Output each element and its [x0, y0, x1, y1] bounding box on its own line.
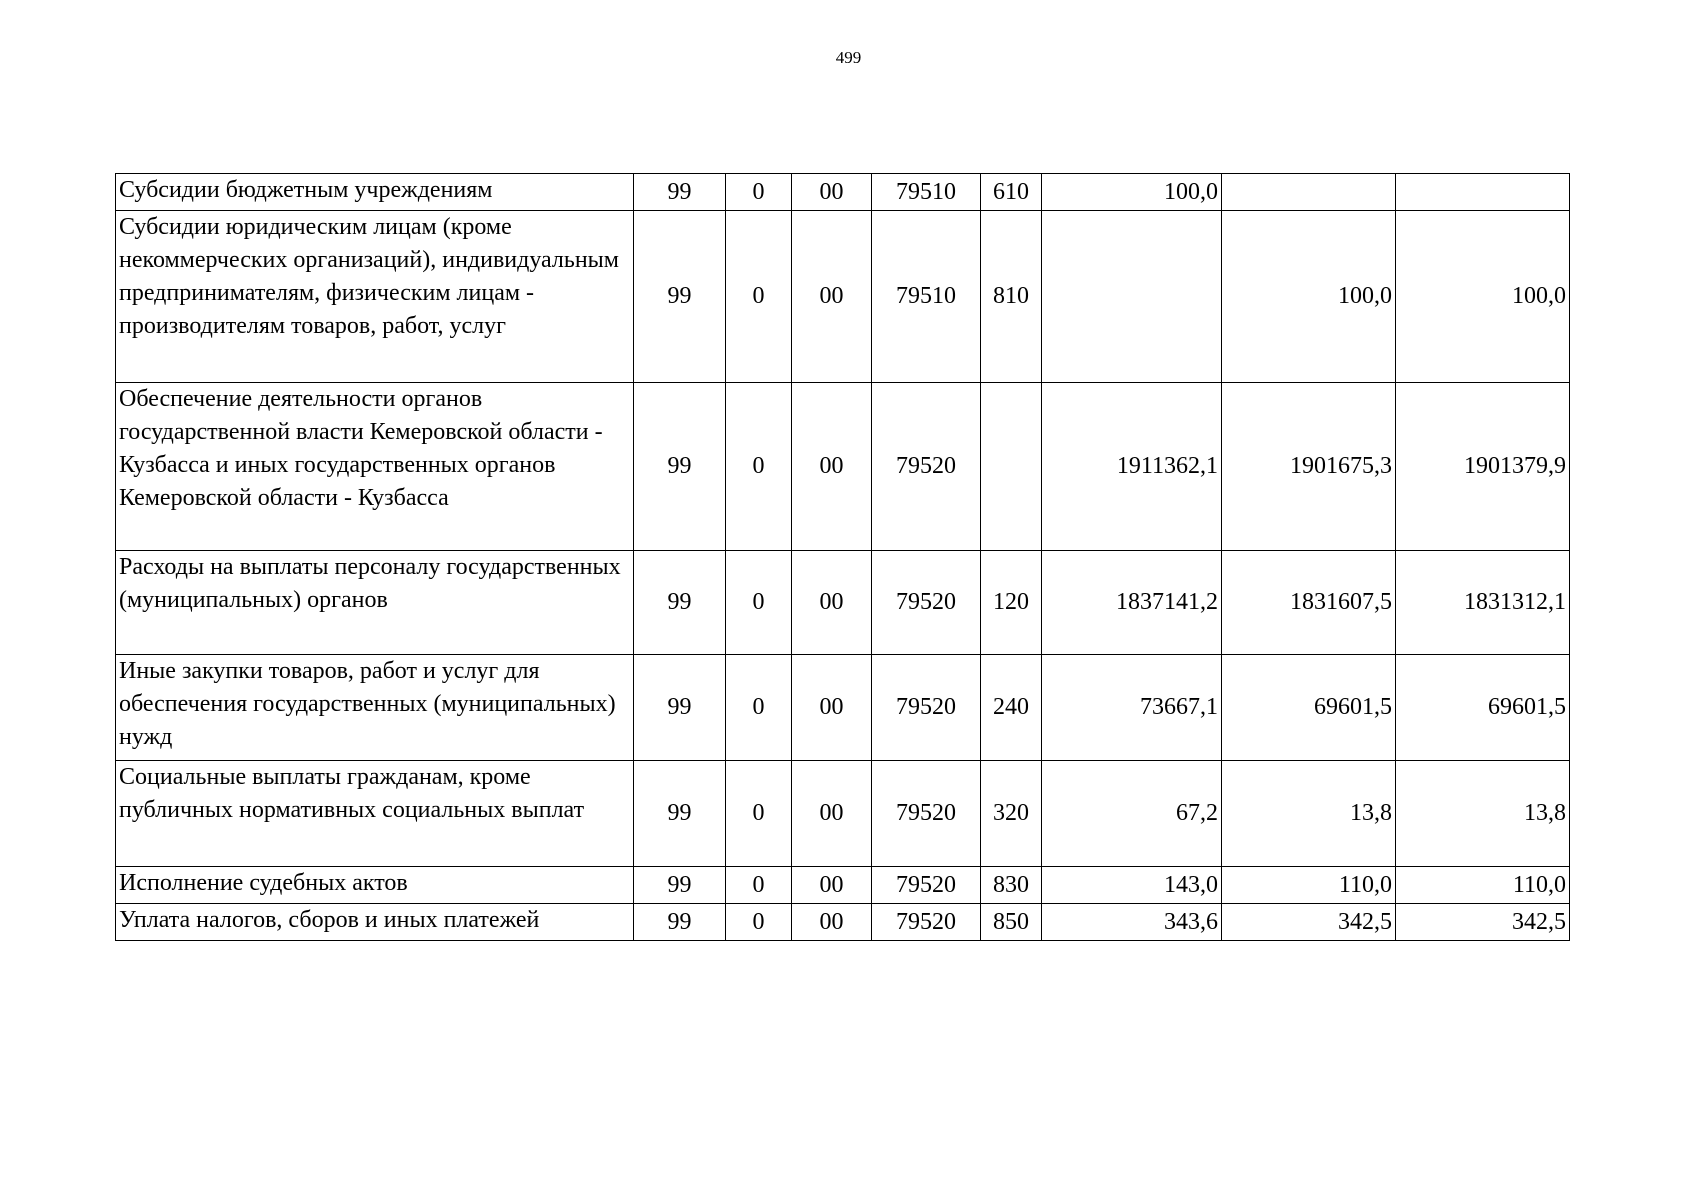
row-code-direction: 79520 [872, 383, 981, 551]
row-amount-year3: 110,0 [1396, 867, 1570, 904]
row-code-expense-type: 850 [981, 904, 1042, 941]
row-amount-year3: 13,8 [1396, 761, 1570, 867]
row-code-event: 00 [792, 551, 872, 655]
row-code-event: 00 [792, 383, 872, 551]
row-amount-year1: 1911362,1 [1042, 383, 1222, 551]
row-name: Исполнение судебных актов [116, 867, 634, 904]
row-code-direction: 79510 [872, 211, 981, 383]
row-amount-year1: 67,2 [1042, 761, 1222, 867]
row-amount-year3: 1831312,1 [1396, 551, 1570, 655]
table-row [116, 655, 1570, 761]
row-amount-year2: 100,0 [1222, 211, 1396, 383]
row-code-expense-type: 830 [981, 867, 1042, 904]
row-amount-year3: 342,5 [1396, 904, 1570, 941]
row-code-event: 00 [792, 904, 872, 941]
row-code-event: 00 [792, 655, 872, 761]
table-row [116, 904, 1570, 941]
row-amount-year3: 100,0 [1396, 211, 1570, 383]
row-code-subprogram: 0 [726, 655, 792, 761]
row-name: Субсидии бюджетным учреждениям [116, 174, 634, 211]
row-code-program: 99 [634, 655, 726, 761]
row-amount-year3: 69601,5 [1396, 655, 1570, 761]
row-code-expense-type: 320 [981, 761, 1042, 867]
row-code-event: 00 [792, 761, 872, 867]
budget-table [115, 173, 1570, 941]
row-code-direction: 79520 [872, 867, 981, 904]
page-number: 499 [835, 48, 862, 67]
row-code-event: 00 [792, 174, 872, 211]
row-code-subprogram: 0 [726, 174, 792, 211]
row-code-expense-type: 810 [981, 211, 1042, 383]
row-code-event: 00 [792, 867, 872, 904]
row-code-program: 99 [634, 904, 726, 941]
row-amount-year1: 143,0 [1042, 867, 1222, 904]
row-amount-year2: 110,0 [1222, 867, 1396, 904]
row-code-expense-type [981, 383, 1042, 551]
table-row [116, 211, 1570, 383]
row-amount-year2: 69601,5 [1222, 655, 1396, 761]
row-amount-year3: 1901379,9 [1396, 383, 1570, 551]
row-amount-year2: 1901675,3 [1222, 383, 1396, 551]
row-code-direction: 79520 [872, 551, 981, 655]
row-code-direction: 79520 [872, 904, 981, 941]
row-code-direction: 79520 [872, 655, 981, 761]
row-code-subprogram: 0 [726, 383, 792, 551]
row-code-program: 99 [634, 211, 726, 383]
row-code-subprogram: 0 [726, 211, 792, 383]
row-code-direction: 79520 [872, 761, 981, 867]
row-amount-year1 [1042, 211, 1222, 383]
row-amount-year3 [1396, 174, 1570, 211]
row-amount-year1: 100,0 [1042, 174, 1222, 211]
row-name: Уплата налогов, сборов и иных платежей [116, 904, 634, 941]
row-code-program: 99 [634, 867, 726, 904]
row-code-subprogram: 0 [726, 761, 792, 867]
table-row [116, 761, 1570, 867]
row-name: Социальные выплаты гражданам, кроме публичных нормативных социальных выплат [116, 761, 634, 867]
row-code-program: 99 [634, 174, 726, 211]
row-code-program: 99 [634, 761, 726, 867]
row-code-expense-type: 120 [981, 551, 1042, 655]
table-row [116, 383, 1570, 551]
row-code-subprogram: 0 [726, 904, 792, 941]
row-name: Иные закупки товаров, работ и услуг для обеспечения государственных (муниципальных) нужд [116, 655, 634, 761]
row-amount-year2: 13,8 [1222, 761, 1396, 867]
row-code-direction: 79510 [872, 174, 981, 211]
table-row [116, 174, 1570, 211]
row-code-subprogram: 0 [726, 551, 792, 655]
row-amount-year1: 73667,1 [1042, 655, 1222, 761]
row-code-event: 00 [792, 211, 872, 383]
row-amount-year2: 342,5 [1222, 904, 1396, 941]
row-amount-year1: 343,6 [1042, 904, 1222, 941]
row-amount-year2: 1831607,5 [1222, 551, 1396, 655]
row-name: Обеспечение деятельности органов государственной власти Кемеровской области - Кузбасса и иных государственных органов Кемеровской области - Кузбасса [116, 383, 634, 551]
table-row [116, 867, 1570, 904]
row-amount-year2 [1222, 174, 1396, 211]
row-code-expense-type: 240 [981, 655, 1042, 761]
row-code-program: 99 [634, 551, 726, 655]
row-amount-year1: 1837141,2 [1042, 551, 1222, 655]
row-code-expense-type: 610 [981, 174, 1042, 211]
table-row [116, 551, 1570, 655]
row-code-subprogram: 0 [726, 867, 792, 904]
row-code-program: 99 [634, 383, 726, 551]
row-name: Субсидии юридическим лицам (кроме некоммерческих организаций), индивидуальным предпринимателям, физическим лицам - производителям товаров, работ, услуг [116, 211, 634, 383]
row-name: Расходы на выплаты персоналу государственных (муниципальных) органов [116, 551, 634, 655]
